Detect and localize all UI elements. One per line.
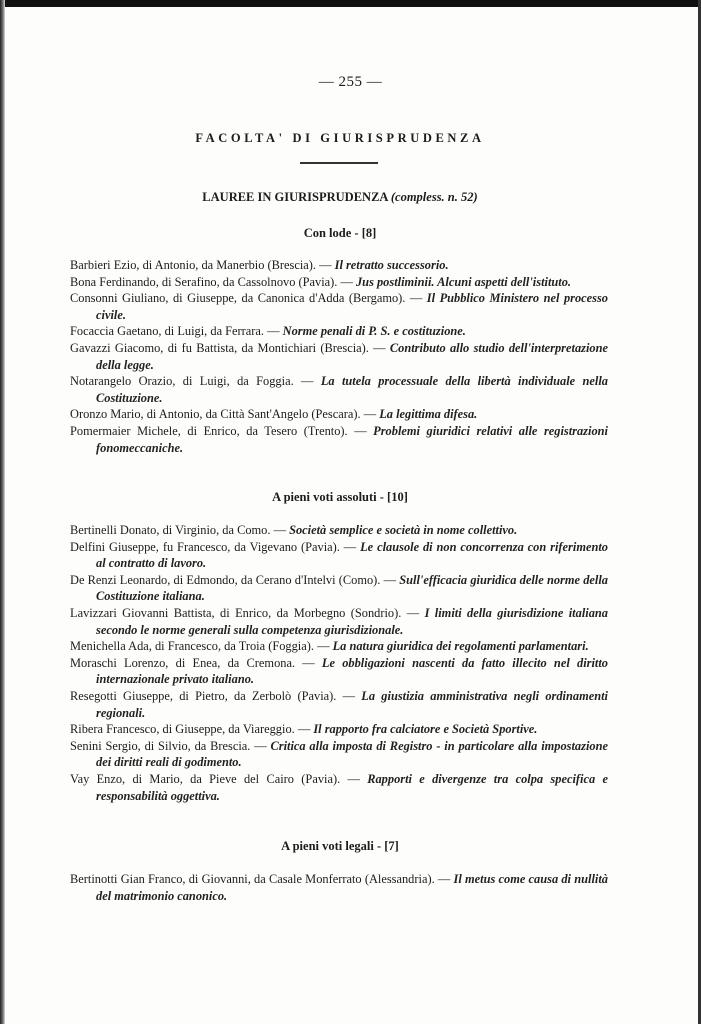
- entry-list-con-lode: [70, 257, 608, 456]
- degree-heading: [0, 190, 680, 205]
- thesis-title: Società semplice e società in nome collettivo.: [289, 523, 518, 537]
- thesis-title: Il retratto successorio.: [334, 258, 449, 272]
- entry-list-voti-legali: [70, 871, 608, 904]
- graduate-name: Oronzo Mario, di Antonio, da Città Sant'Angelo (Pescara). —: [70, 407, 377, 422]
- degree-heading-count: (compless. n. 52): [390, 190, 478, 204]
- thesis-title: Il Pubblico Ministero nel processo civile.: [96, 291, 608, 322]
- graduate-entry: [70, 323, 608, 340]
- scan-left-edge: [0, 0, 5, 1024]
- graduate-name: Resegotti Giuseppe, di Pietro, da Zerbolò (Pavia). —: [70, 688, 356, 703]
- graduate-entry: [70, 406, 608, 423]
- graduate-entry: [70, 638, 608, 655]
- graduate-entry: [70, 655, 608, 688]
- graduate-entry: [70, 340, 608, 373]
- graduate-entry: [70, 290, 608, 323]
- thesis-title: Sull'efficacia giuridica delle norme della Costituzione italiana.: [96, 572, 608, 604]
- section-heading-voti-legali: A pieni voti legali - [7]: [281, 839, 399, 853]
- thesis-title: Le clausole di non concorrenza con riferimento al contratto di lavoro.: [96, 539, 608, 571]
- thesis-title: Critica alla imposta di Registro - in particolare alla impostazione dei diritti reali di godimento.: [96, 738, 608, 770]
- graduate-name: Lavizzari Giovanni Battista, di Enrico, da Morbegno (Sondrio). —: [70, 605, 420, 620]
- graduate-entry: [70, 738, 608, 771]
- thesis-title: La tutela processuale della libertà individuale nella Costituzione.: [96, 374, 608, 405]
- graduate-entry: [70, 688, 608, 721]
- graduate-entry: [70, 771, 608, 804]
- graduate-name: De Renzi Leonardo, di Edmondo, da Cerano d'Intelvi (Como). —: [70, 572, 396, 587]
- graduate-name: Senini Sergio, di Silvio, da Brescia. —: [70, 738, 267, 753]
- graduate-name: Notarangelo Orazio, di Luigi, da Foggia. —: [70, 374, 314, 389]
- graduate-name: Focaccia Gaetano, di Luigi, da Ferrara. —: [70, 324, 280, 339]
- graduate-entry: [70, 572, 608, 605]
- thesis-title: Problemi giuridici relativi alle registrazioni fonomeccaniche.: [96, 423, 608, 455]
- graduate-entry: [70, 871, 608, 904]
- graduate-name: Consonni Giuliano, di Giuseppe, da Canonica d'Adda (Bergamo). —: [70, 291, 423, 306]
- thesis-title: Jus postliminii. Alcuni aspetti dell'istituto.: [355, 274, 572, 289]
- entry-list-voti-assoluti: [70, 522, 608, 804]
- graduate-name: Bona Ferdinando, di Serafino, da Cassolnovo (Pavia). —: [70, 274, 353, 289]
- graduate-name: Ribera Francesco, di Giuseppe, da Viareggio. —: [70, 722, 311, 737]
- thesis-title: I limiti della giurisdizione italiana secondo le norme generali sulla competenza giurisdizionale.: [96, 605, 608, 637]
- thesis-title: La natura giuridica dei regolamenti parlamentari.: [332, 639, 589, 654]
- graduate-entry: [70, 605, 608, 638]
- graduate-entry: [70, 423, 608, 456]
- graduate-entry: [70, 274, 608, 291]
- thesis-title: Rapporti e divergenze tra colpa specifica e responsabilità oggettiva.: [96, 771, 608, 803]
- thesis-title: Il rapporto fra calciatore e Società Sportive.: [313, 722, 538, 737]
- graduate-name: Pomermaier Michele, di Enrico, da Tesero (Trento). —: [70, 423, 367, 438]
- thesis-title: La legittima difesa.: [379, 407, 478, 422]
- graduate-entry: [70, 721, 608, 738]
- graduate-name: Delfini Giuseppe, fu Francesco, da Vigevano (Pavia). —: [70, 539, 357, 554]
- section-heading-con-lode: Con lode - [8]: [303, 226, 377, 240]
- degree-heading-main: LAUREE IN GIURISPRUDENZA: [202, 190, 388, 204]
- thesis-title: La giustizia amministrativa negli ordinamenti regionali.: [96, 688, 608, 720]
- graduate-entry: [70, 539, 608, 572]
- thesis-title: Le obbligazioni nascenti da fatto illecito nel diritto internazionale privato italiano.: [96, 655, 608, 687]
- thesis-title: Contributo allo studio dell'interpretazione della legge.: [96, 340, 608, 372]
- graduate-entry: [70, 257, 608, 274]
- graduate-name: Bertinotti Gian Franco, di Giovanni, da Casale Monferrato (Alessandria). —: [70, 872, 451, 886]
- graduate-name: Gavazzi Giacomo, di fu Battista, da Montichiari (Brescia). —: [70, 340, 386, 355]
- graduate-name: Menichella Ada, di Francesco, da Troia (Foggia). —: [70, 639, 330, 654]
- divider: [300, 162, 378, 164]
- scan-top-edge: [0, 0, 701, 7]
- graduate-name: Moraschi Lorenzo, di Enea, da Cremona. —: [70, 655, 315, 670]
- graduate-name: Barbieri Ezio, di Antonio, da Manerbio (Brescia). —: [70, 258, 332, 272]
- graduate-entry: [70, 373, 608, 406]
- page-number: — 255 —: [318, 74, 383, 90]
- thesis-title: Norme penali di P. S. e costituzione.: [282, 324, 466, 339]
- graduate-name: Vay Enzo, di Mario, da Pieve del Cairo (Pavia). —: [70, 771, 360, 786]
- graduate-name: Bertinelli Donato, di Virginio, da Como. —: [70, 523, 286, 537]
- graduate-entry: [70, 522, 608, 539]
- faculty-title: FACOLTA' DI GIURISPRUDENZA: [195, 131, 485, 145]
- section-heading-voti-assoluti: A pieni voti assoluti - [10]: [272, 490, 408, 504]
- thesis-title: Il metus come causa di nullità del matrimonio canonico.: [96, 872, 608, 903]
